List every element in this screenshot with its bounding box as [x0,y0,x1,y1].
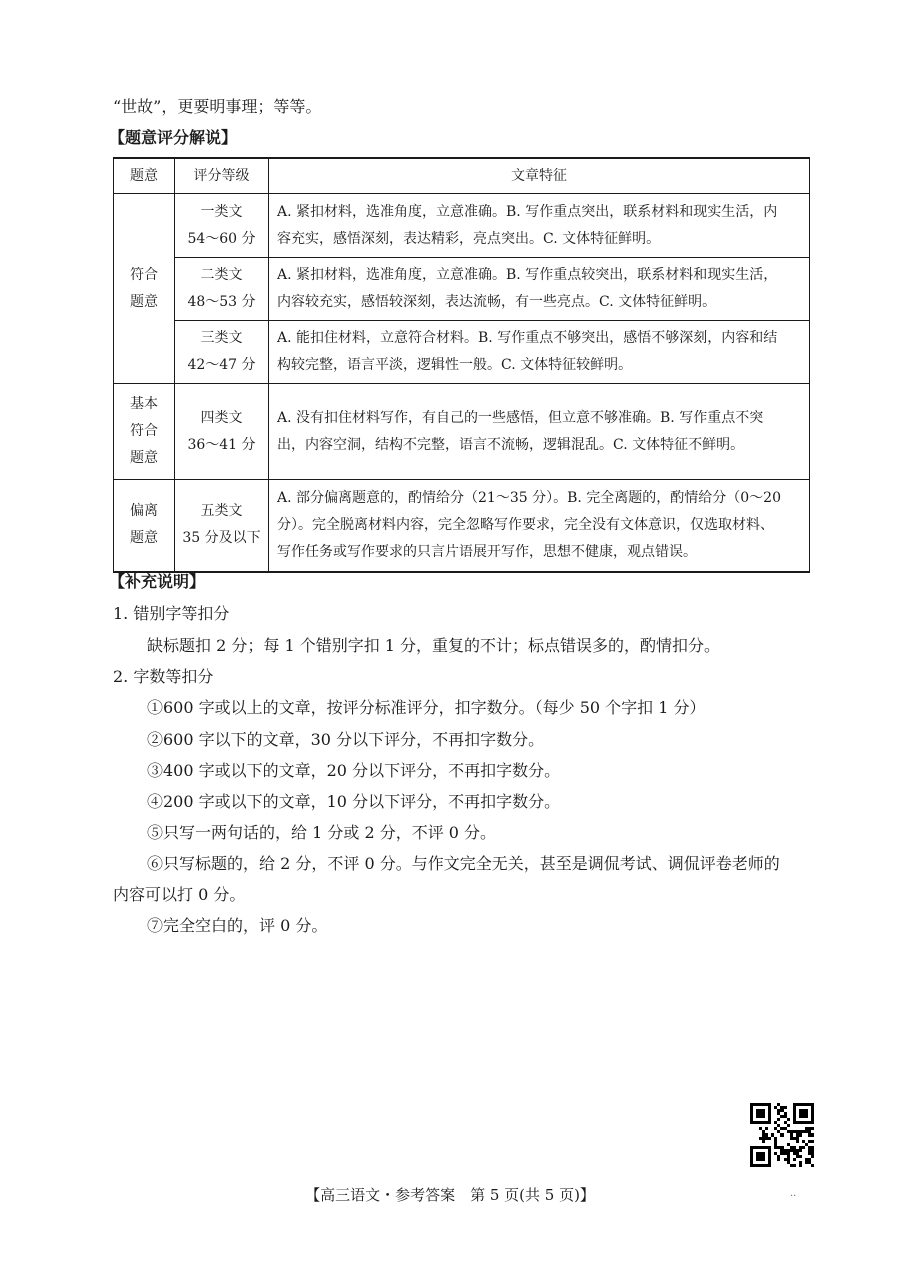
features-cell: A. 紧扣材料，选准角度，立意准确。B. 写作重点突出，联系材料和现实生活，内 容充实，感悟深刻，表达精彩，亮点突出。C. 文体特征鲜明。 [269,194,810,258]
item2-point-continuation: 内容可以打 0 分。 [113,885,246,904]
item2-point: ⑥只写标题的，给 2 分，不评 0 分。与作文完全无关，甚至是调侃考试、调侃评卷老师的 [147,854,780,873]
item2-point: ②600 字以下的文章，30 分以下评分，不再扣字数分。 [147,730,545,749]
grade-cell: 五类文 35 分及以下 [175,480,269,572]
table-row [114,321,810,384]
group-label: 符合 题意 [114,194,175,384]
grade-cell: 三类文 42～47 分 [175,321,269,384]
rubric-table [113,157,810,573]
features-cell: A. 没有扣住材料写作，有自己的一些感悟，但立意不够准确。B. 写作重点不突 出，内容空洞，结构不完整，语言不流畅，逻辑混乱。C. 文体特征不鲜明。 [269,384,810,480]
intro-continuation: “世故”，更要明事理；等等。 [113,97,322,116]
qr-module [811,1164,814,1167]
item2-title: 2. 字数等扣分 [113,667,214,686]
table-row [114,384,810,480]
header-cell: 评分等级 [175,158,269,194]
table-header-row [114,158,810,194]
header-cell: 文章特征 [269,158,810,194]
rubric-heading: 【题意评分解说】 [109,128,238,147]
item1-text: 缺标题扣 2 分；每 1 个错别字扣 1 分，重复的不计；标点错误多的，酌情扣分。 [147,636,721,655]
table-row [114,194,810,258]
features-cell: A. 紧扣材料，选准角度，立意准确。B. 写作重点较突出，联系材料和现实生活， 内容较充实，感悟较深刻，表达流畅，有一些亮点。C. 文体特征鲜明。 [269,258,810,321]
corner-mark: .. [790,1188,797,1199]
grade-cell: 二类文 48～53 分 [175,258,269,321]
grade-cell: 四类文 36～41 分 [175,384,269,480]
page-footer: 【高三语文・参考答案 第 5 页(共 5 页)】 [305,1186,595,1204]
group-label: 偏离 题意 [114,480,175,572]
item1-title: 1. 错别字等扣分 [113,604,230,623]
header-cell: 题意 [114,158,175,194]
features-cell: A. 部分偏离题意的，酌情给分（21～35 分）。B. 完全离题的，酌情给分（0～20 分）。完全脱离材料内容，完全忽略写作要求，完全没有文体意识，仅选取材料、 写作任务或写作要求的只言片语展开写作，思想不健康，观点错误。 [269,480,810,572]
grade-cell: 一类文 54～60 分 [175,194,269,258]
group-label: 基本 符合 题意 [114,384,175,480]
supplement-heading: 【补充说明】 [109,572,206,591]
features-cell: A. 能扣住材料，立意符合材料。B. 写作重点不够突出，感悟不够深刻，内容和结 构较完整，语言平淡，逻辑性一般。C. 文体特征较鲜明。 [269,321,810,384]
item2-point: ⑦完全空白的，评 0 分。 [147,916,328,935]
table-row [114,480,810,572]
item2-point: ③400 字或以下的文章，20 分以下评分，不再扣字数分。 [147,761,561,780]
table-row [114,258,810,321]
item2-point: ⑤只写一两句话的，给 1 分或 2 分，不评 0 分。 [147,823,497,842]
qr-code-icon [750,1103,814,1167]
item2-point: ④200 字或以下的文章，10 分以下评分，不再扣字数分。 [147,792,561,811]
item2-point: ①600 字或以上的文章，按评分标准评分，扣字数分。（每少 50 个字扣 1 分） [147,698,706,717]
